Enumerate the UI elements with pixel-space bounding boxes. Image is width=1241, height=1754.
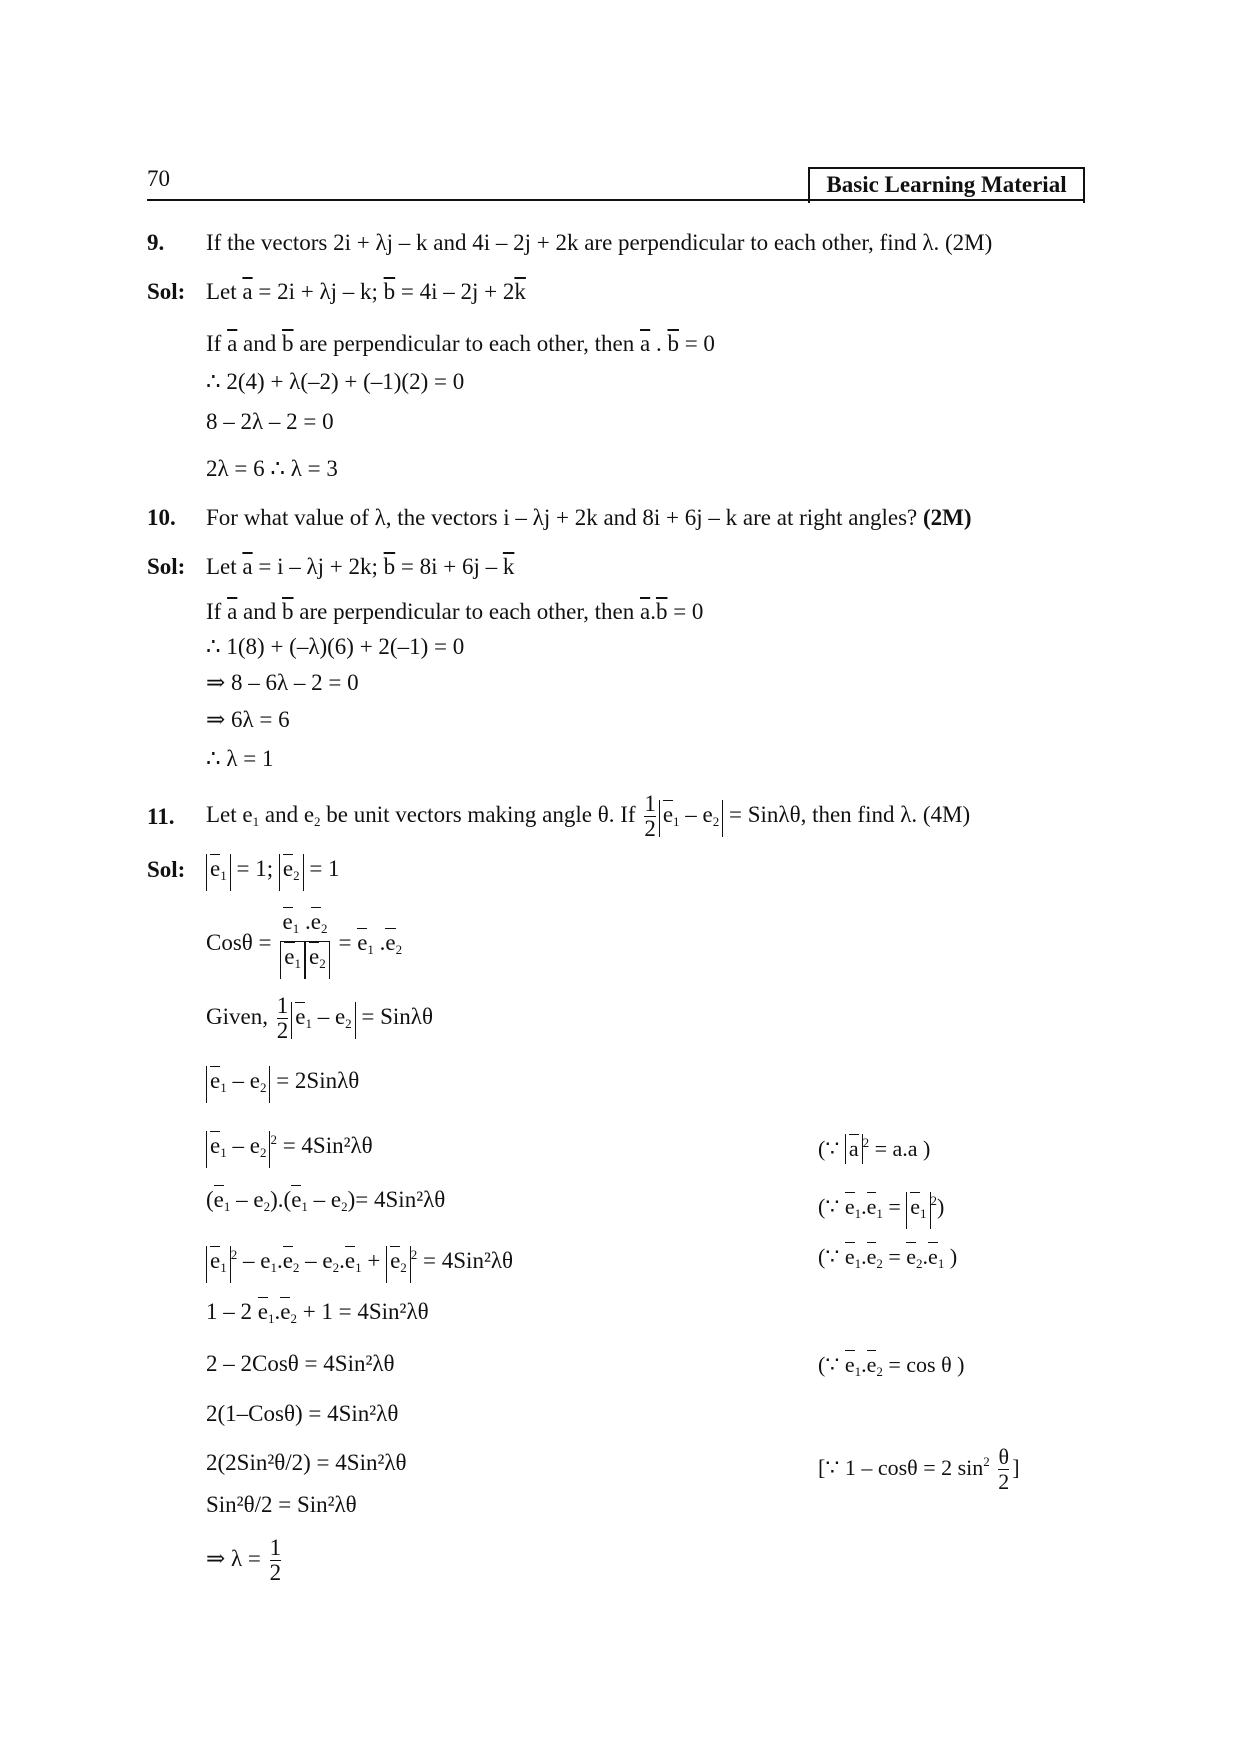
q11-line-2sin xyxy=(206,1062,359,1103)
q10-sol-line2 xyxy=(206,598,703,626)
vector-e: e xyxy=(210,1248,221,1273)
sub-2: 2 xyxy=(314,814,321,829)
sub-1: 1 xyxy=(220,1145,227,1160)
sub-2: 2 xyxy=(263,1199,271,1214)
abs-e1-minus-e2 xyxy=(206,1066,270,1103)
vector-b: $\overline{b}$ xyxy=(383,279,396,304)
vector-b-def: = 4i – 2j + 2 xyxy=(400,279,515,304)
equals-one: = 1; xyxy=(236,856,274,881)
sub-1: 1 xyxy=(292,921,300,937)
vector-e: e xyxy=(662,802,674,827)
plus-sign: + xyxy=(367,1248,381,1273)
numerator: 1 xyxy=(269,1535,282,1561)
because-text: (∵ xyxy=(818,1136,840,1161)
sub-2: 2 xyxy=(292,1260,300,1275)
vector-a-def: = i – λj + 2k; xyxy=(258,554,378,579)
vector-e: e xyxy=(928,1244,938,1269)
close-paren: ) xyxy=(937,1194,945,1219)
abs-a xyxy=(845,1134,863,1164)
q11-text-d: = Sinλθ, then find λ. (4M) xyxy=(729,802,971,827)
q11-line-11: Sin²θ/2 = Sin²λθ xyxy=(206,1492,357,1517)
fraction-half xyxy=(277,994,289,1043)
dot-text: . xyxy=(650,599,656,624)
vector-b: $\overline{b}$ xyxy=(282,331,294,356)
vector-e: e xyxy=(844,1194,855,1219)
q11-text-b: and e xyxy=(259,802,315,827)
vector-e: e xyxy=(210,1068,221,1093)
sub-1: 1 xyxy=(220,868,227,883)
fraction-half xyxy=(644,792,656,841)
vector-k: $\overline{k}$ xyxy=(502,554,515,579)
cos-numerator: $e_1$ $.e_2$ xyxy=(282,909,328,937)
vector-a: $\overline{a}$ xyxy=(227,599,238,624)
denominator: 2 xyxy=(998,1469,1010,1495)
q9-sol-line1 xyxy=(206,278,526,306)
two-sin: 2 sin xyxy=(941,1455,984,1480)
eq-sin-lambda-theta: = Sinλθ xyxy=(361,1004,433,1029)
sub-1: 1 xyxy=(854,1206,862,1221)
sub-2: 2 xyxy=(290,1311,297,1326)
q11-line-10: 2(2Sin²θ/2) = 4Sin²λθ xyxy=(206,1450,407,1475)
minus-e: – e xyxy=(232,1068,260,1093)
denominator: 2 xyxy=(276,1018,289,1044)
one-minus-two: 1 – 2 xyxy=(206,1299,252,1324)
vector-e: e xyxy=(282,909,293,935)
q10-sol-line5: ⇒ 6λ = 6 xyxy=(206,707,290,732)
vector-e: e xyxy=(866,1244,877,1269)
vector-e: e xyxy=(844,1244,855,1269)
q11-cos-line: Cosθ = $\frac{e_1 .e_2}{e_1 e_2}$ = $e_1$ $.e_2$ xyxy=(206,908,402,985)
denominator: 2 xyxy=(269,1560,282,1586)
abs-e1 xyxy=(280,942,305,979)
vector-b: $\overline{b}$ xyxy=(383,554,396,579)
sub-2: 2 xyxy=(712,814,720,829)
vector-a: a xyxy=(848,1136,859,1161)
sub-2: 2 xyxy=(876,1256,883,1271)
cos-fraction xyxy=(280,910,329,979)
header-box xyxy=(808,167,1085,203)
q11-line-7: 1 – 2 $e_1.e_2 + 1 = 4Sin^2\lambda\theta$ xyxy=(206,1299,429,1326)
because-text: (∵ xyxy=(818,1244,840,1269)
q11-given-line xyxy=(206,987,433,1047)
sub-2: 2 xyxy=(259,1145,267,1160)
given-text: Given, xyxy=(206,1004,268,1029)
fraction-half xyxy=(270,1536,282,1585)
vector-a: $\overline{a}$ xyxy=(639,599,651,624)
sub-1: 1 xyxy=(220,1080,227,1095)
sub-1: 1 xyxy=(937,1256,945,1271)
sub-1: 1 xyxy=(876,1206,883,1221)
vector-e: e xyxy=(866,1194,877,1219)
vector-a: $\overline{a}$ xyxy=(242,554,253,579)
q10-question-text: For what value of λ, the vectors i – λj + 2k and 8i + 6j – k are at right angles? xyxy=(206,505,918,530)
reason-2: (∵ $e_1.e_1 = e_1^2$) xyxy=(818,1184,944,1231)
sub-1: 1 xyxy=(267,1311,275,1326)
cos-denominator xyxy=(280,941,329,979)
abs-e1-minus-e2 xyxy=(206,1131,270,1168)
if-text: If xyxy=(206,331,222,356)
sub-1: 1 xyxy=(920,1206,927,1221)
sup-2: 2 xyxy=(230,1247,238,1262)
vector-b: $\overline{b}$ xyxy=(667,331,679,356)
minus-e: – e xyxy=(313,1187,342,1212)
q11-line-4sin-b: $(e_1 - e_2).(e_1 - e_2)= 4Sin^2\lambda\theta$ xyxy=(206,1187,446,1214)
header-title: Basic Learning Material xyxy=(826,172,1067,197)
vector-e: e xyxy=(282,1248,293,1273)
q10-marks: (2M) xyxy=(923,505,972,530)
vector-a: $\overline{a}$ xyxy=(227,331,238,356)
q11-line-4sin-a xyxy=(206,1121,373,1168)
q11-line-9: 2(1–Cosθ) = 4Sin²λθ xyxy=(206,1401,399,1426)
vector-k: $\overline{k}$ xyxy=(514,279,526,304)
q11-line-8: 2 – 2Cosθ = 4Sin²λθ xyxy=(206,1351,395,1376)
sub-2: 2 xyxy=(395,942,403,957)
sub-1: 1 xyxy=(367,942,374,957)
q9-sol-line3: ∴ 2(4) + λ(–2) + (–1)(2) = 0 xyxy=(206,369,465,394)
abs-e1-minus-e2 xyxy=(659,800,723,837)
vector-e: e xyxy=(282,856,294,881)
sub-2: 2 xyxy=(293,868,300,883)
vector-a: $\overline{a}$ xyxy=(639,331,651,356)
vector-a-def: = 2i + λj – k; xyxy=(258,279,378,304)
if-text: If xyxy=(206,599,222,624)
vector-a: $\overline{a}$ xyxy=(242,279,253,304)
eq-4sin: = 4Sin²λθ xyxy=(423,1248,514,1273)
abs-e1 xyxy=(906,1192,930,1229)
minus-e: – e xyxy=(685,802,713,827)
q10-sol-line4: ⇒ 8 – 6λ – 2 = 0 xyxy=(206,670,359,695)
sub-1: 1 xyxy=(294,956,301,972)
header-rule xyxy=(147,199,1083,201)
vector-e: e xyxy=(309,944,320,970)
implies-lambda: ⇒ λ = xyxy=(206,1546,261,1571)
sub-2: 2 xyxy=(916,1256,923,1271)
line-7-tail: + 1 = 4Sin²λθ xyxy=(302,1299,429,1324)
minus-e: – e xyxy=(305,1248,333,1273)
vector-e: e xyxy=(344,1248,356,1273)
sub-2: 2 xyxy=(400,1260,407,1275)
abs-e1-minus-e2 xyxy=(291,1002,355,1039)
sub-2: 2 xyxy=(345,1016,352,1031)
q11-text-a: Let e xyxy=(206,802,253,827)
sub-2: 2 xyxy=(332,1260,340,1275)
numerator: θ xyxy=(998,1444,1010,1470)
eq-4sin: = 4Sin²λθ xyxy=(282,1133,373,1158)
abs-e1 xyxy=(206,1246,231,1283)
q9-number: 9. xyxy=(147,230,165,255)
q9-question: If the vectors 2i + λj – k and 4i – 2j + 2k are perpendicular to each other, find λ. (2M) xyxy=(206,230,993,255)
close-paren: ) xyxy=(949,1244,958,1269)
vector-e: e xyxy=(210,856,221,881)
vector-e: e xyxy=(906,1244,917,1269)
reason-1-eq: = a.a ) xyxy=(874,1136,931,1161)
minus-e: – e xyxy=(317,1004,346,1029)
abs-e2 xyxy=(279,854,304,891)
sub-1: 1 xyxy=(355,1260,362,1275)
q11-number: 11. xyxy=(147,804,175,829)
sub-2: 2 xyxy=(320,921,328,937)
reason-4-tail: = cos θ ) xyxy=(888,1352,965,1377)
sup-2: 2 xyxy=(983,1454,990,1469)
eq-zero: = 0 xyxy=(684,331,715,356)
page-number: 70 xyxy=(147,166,170,191)
sub-2: 2 xyxy=(876,1364,883,1379)
q11-question xyxy=(206,785,970,852)
because-text: (∵ xyxy=(818,1194,840,1219)
minus-e: – e xyxy=(232,1133,260,1158)
sub-1: 1 xyxy=(854,1256,862,1271)
sub-1: 1 xyxy=(854,1364,862,1379)
q9-sol-line2 xyxy=(206,330,715,358)
vector-e: e xyxy=(295,1004,306,1029)
sub-2: 2 xyxy=(341,1199,348,1214)
vector-e: e xyxy=(210,1133,221,1158)
perp-text: are perpendicular to each other, then xyxy=(299,599,635,624)
perp-text: are perpendicular to each other, then xyxy=(299,331,635,356)
cos-label: Cosθ = xyxy=(206,930,272,955)
vector-b-def: = 8i + 6j – xyxy=(400,554,498,579)
vector-e: e xyxy=(357,930,368,955)
vector-e: e xyxy=(390,1248,401,1273)
and-text: and xyxy=(243,599,277,624)
reason-4: (∵ $e_1.e_2 = \cos \theta$ ) xyxy=(818,1352,965,1379)
vector-e: e xyxy=(280,1299,291,1324)
eq-4sin: = 4Sin²λθ xyxy=(355,1187,446,1212)
sub-1: 1 xyxy=(673,814,680,829)
vector-e: e xyxy=(385,930,396,955)
sup-2: 2 xyxy=(410,1247,418,1262)
minus-e: – e xyxy=(242,1248,271,1273)
abs-e2 xyxy=(386,1246,411,1283)
let-text: Let xyxy=(206,554,237,579)
vector-b: $\overline{b}$ xyxy=(655,599,668,624)
sub-1: 1 xyxy=(301,1199,308,1214)
sup-2: 2 xyxy=(862,1135,870,1150)
vector-e: e xyxy=(257,1299,268,1324)
equals-one: = 1 xyxy=(309,856,340,881)
q11-sol-line1 xyxy=(206,851,340,891)
q10-sol-label: Sol: xyxy=(147,554,186,579)
q10-sol-line3: ∴ 1(8) + (–λ)(6) + 2(–1) = 0 xyxy=(206,634,465,659)
q10-number: 10. xyxy=(147,505,176,530)
reason-3: (∵ $e_1.e_2 = e_2.e_1$ ) xyxy=(818,1244,958,1271)
and-text: and xyxy=(243,331,277,356)
sub-1: 1 xyxy=(252,814,260,829)
dot-text: . xyxy=(655,331,662,356)
q10-sol-line6: ∴ λ = 1 xyxy=(206,746,274,771)
sup-2: 2 xyxy=(930,1193,938,1208)
q9-sol-label: Sol: xyxy=(147,279,186,304)
q11-text-c: be unit vectors making angle θ. If xyxy=(320,802,636,827)
sub-1: 1 xyxy=(305,1016,312,1031)
vector-e: e xyxy=(310,909,321,935)
vector-b: $\overline{b}$ xyxy=(282,599,294,624)
q9-sol-line4: 8 – 2λ – 2 = 0 xyxy=(206,409,334,434)
vector-e: e xyxy=(284,944,295,970)
because-text: (∵ xyxy=(818,1352,840,1377)
reason-5 xyxy=(818,1429,1020,1501)
q11-line-expand: $e_1^2 - e_1.e_2 - e_2.e_1 + e_2^2 = 4Sin^2\lambda\theta$ xyxy=(206,1236,513,1287)
sub-2: 2 xyxy=(259,1080,267,1095)
q10-question xyxy=(206,504,972,532)
sup-2: 2 xyxy=(270,1132,277,1147)
numerator: 1 xyxy=(276,993,289,1019)
close-bracket: ] xyxy=(1012,1455,1020,1480)
abs-e2 xyxy=(305,942,330,979)
numerator: 1 xyxy=(644,791,656,817)
vector-e: e xyxy=(213,1187,224,1212)
q11-line-12 xyxy=(206,1527,284,1591)
sub-2: 2 xyxy=(319,956,326,972)
vector-e: e xyxy=(910,1194,921,1219)
sub-1: 1 xyxy=(270,1260,277,1275)
abs-e1 xyxy=(206,854,231,891)
vector-e: e xyxy=(291,1187,302,1212)
q10-sol-line1 xyxy=(206,553,514,581)
minus-e: – e xyxy=(236,1187,264,1212)
reason-1 xyxy=(818,1126,930,1166)
let-text: Let xyxy=(206,279,237,304)
denominator: 2 xyxy=(644,816,656,842)
sub-1: 1 xyxy=(223,1199,231,1214)
q9-sol-line5: 2λ = 6 ∴ λ = 3 xyxy=(206,456,338,481)
theta-over-2 xyxy=(998,1445,1009,1494)
reason-5-text: [∵ 1 – cosθ = xyxy=(818,1455,936,1480)
q11-sol-label: Sol: xyxy=(147,857,186,882)
vector-e: e xyxy=(844,1352,855,1377)
eq-2sin: = 2Sinλθ xyxy=(276,1068,360,1093)
eq-zero: = 0 xyxy=(673,599,704,624)
sub-1: 1 xyxy=(220,1260,227,1275)
vector-e: e xyxy=(866,1352,877,1377)
